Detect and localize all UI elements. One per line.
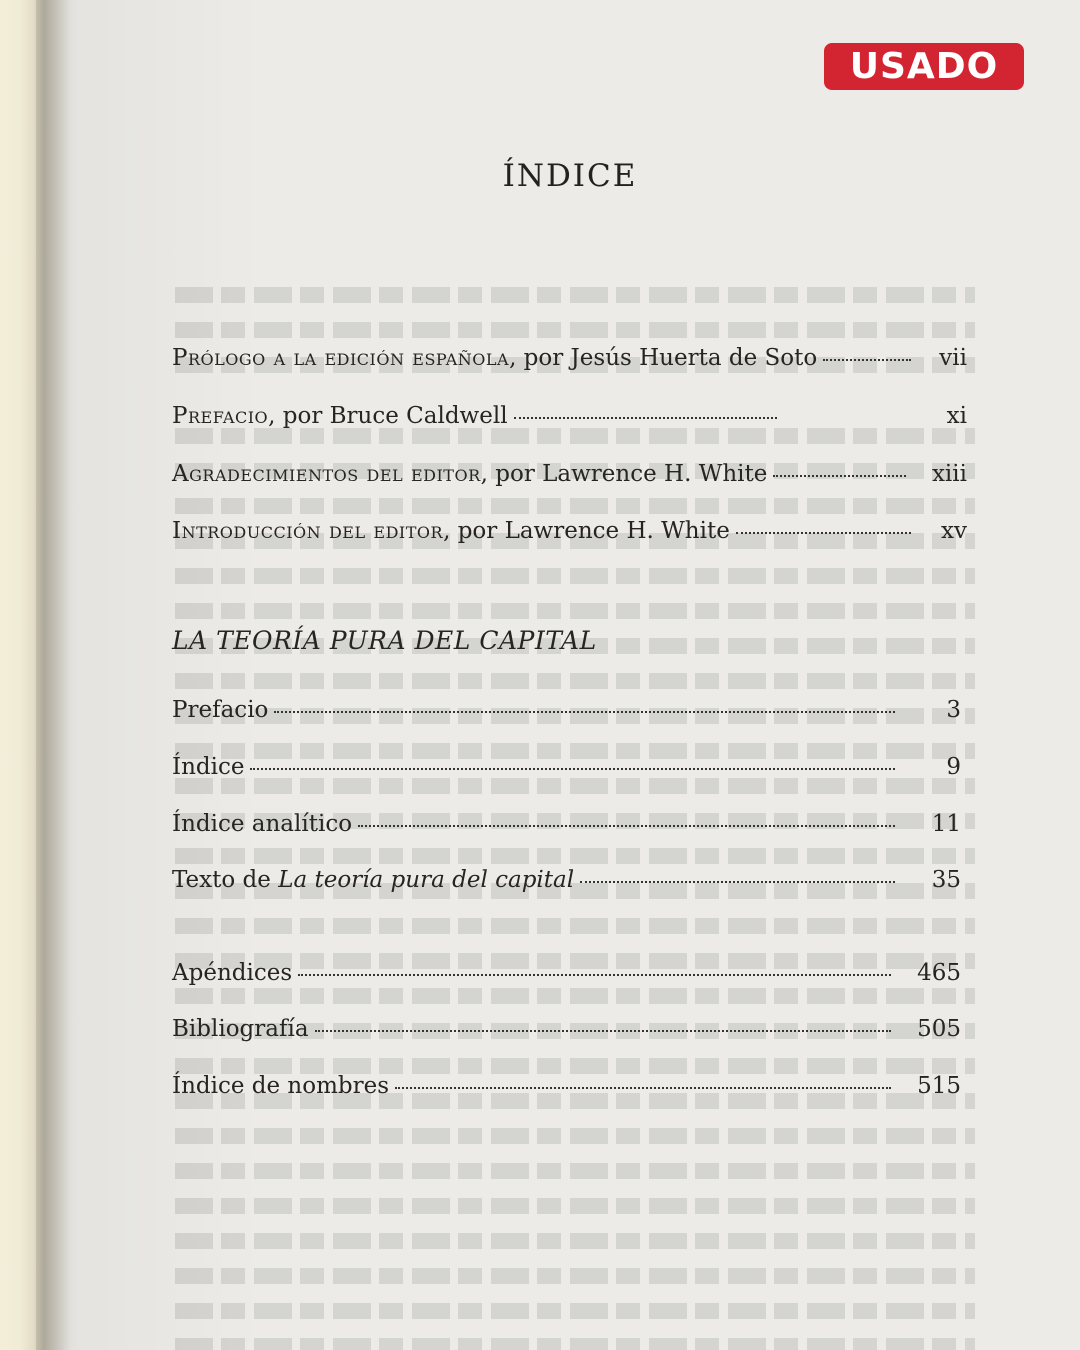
dot-leader	[514, 417, 777, 419]
section-title: LA TEORÍA PURA DEL CAPITAL	[172, 626, 597, 655]
toc-entry-texto	[172, 867, 967, 901]
toc-entry-indice-analitico	[172, 811, 967, 845]
dot-leader	[274, 711, 895, 713]
toc-entry-prologo	[172, 345, 967, 379]
toc-entry-prefacio	[172, 697, 967, 731]
dot-leader	[315, 1030, 892, 1032]
toc-page-number: 35	[931, 867, 961, 893]
dot-leader	[358, 825, 895, 827]
toc-entry-label: Prólogo a la edición española, por Jesús Huerta de Soto	[172, 345, 818, 371]
toc-entry-label: Índice de nombres	[172, 1073, 390, 1099]
toc-page-number: 3	[946, 697, 961, 723]
dot-leader	[736, 532, 911, 534]
toc-entry-indice	[172, 754, 967, 788]
toc-entry-agradecimientos	[172, 461, 967, 495]
dot-leader	[580, 881, 895, 883]
toc-page-number: 11	[931, 811, 961, 837]
dot-leader	[773, 475, 906, 477]
toc-entry-introduccion	[172, 518, 967, 552]
toc-entry-apendices	[172, 960, 967, 994]
toc-entry-indice-nombres	[172, 1073, 967, 1107]
page-title: ÍNDICE	[502, 158, 638, 194]
toc-entry-label: Apéndices	[172, 960, 293, 986]
toc-entry-label: Prefacio, por Bruce Caldwell	[172, 403, 508, 429]
toc-entry-label: Índice analítico	[172, 811, 353, 837]
toc-page-number: xiii	[931, 461, 967, 487]
toc-page-number: vii	[939, 345, 967, 371]
toc-entry-label: Índice	[172, 754, 245, 780]
toc-entry-label: Introducción del editor, por Lawrence H. White	[172, 518, 730, 544]
toc-page-number: 9	[946, 754, 961, 780]
dot-leader	[250, 768, 895, 770]
dot-leader	[298, 974, 891, 976]
book-spine-shadow	[36, 0, 76, 1350]
dot-leader	[395, 1087, 891, 1089]
toc-entry-prefacio-caldwell	[172, 403, 967, 437]
toc-page-number: xv	[941, 518, 967, 544]
toc-entry-bibliografia	[172, 1016, 967, 1050]
toc-page-number: 465	[917, 960, 961, 986]
toc-page-number: xi	[946, 403, 967, 429]
toc-entry-label: Bibliografía	[172, 1016, 309, 1042]
used-condition-badge: USADO	[824, 43, 1024, 90]
toc-entry-label: Texto de La teoría pura del capital	[172, 867, 575, 893]
toc-page-number: 505	[917, 1016, 961, 1042]
dot-leader	[823, 359, 911, 361]
toc-entry-label: Prefacio	[172, 697, 269, 723]
toc-entry-label: Agradecimientos del editor, por Lawrence H. White	[172, 461, 768, 487]
toc-page-number: 515	[917, 1073, 961, 1099]
